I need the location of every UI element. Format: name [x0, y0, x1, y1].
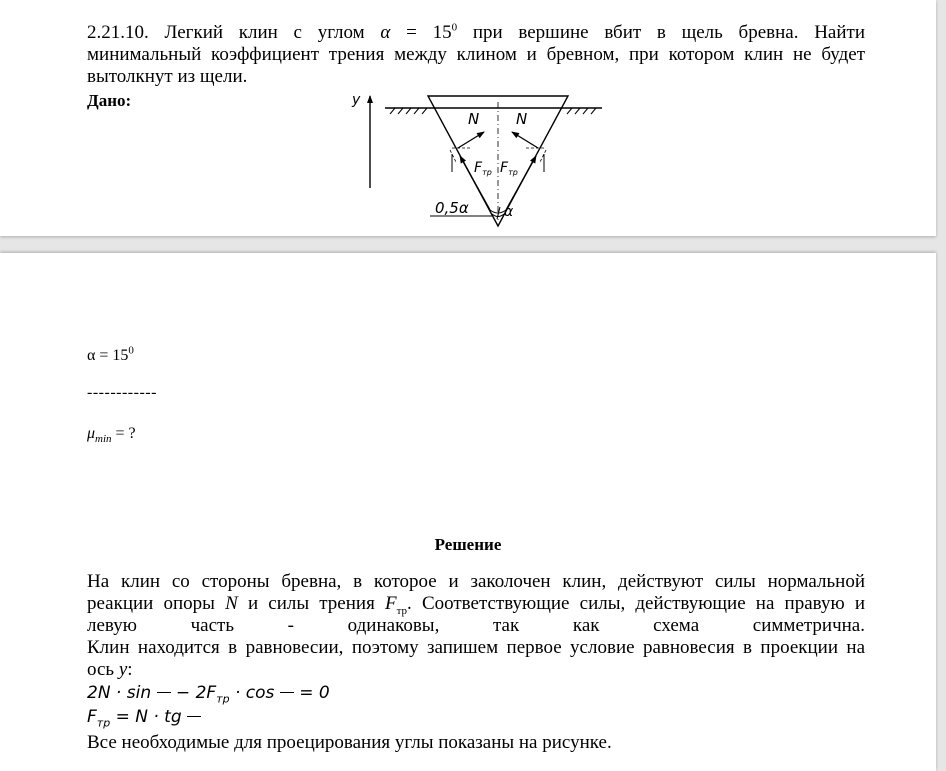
solution-line-4: Клин находится в равновесии, поэтому запишем первое условие равновесия в проекции на: [87, 637, 865, 658]
solution-line-6: Все необходимые для проецирования углы показаны на рисунке.: [87, 732, 612, 753]
solution-line-5: ось y:: [87, 659, 133, 680]
equation-1: $2N \cdot \sin - 2F_{тр} \cdot \cos = 0$: [87, 683, 330, 706]
friction-label-left: $F_{тр}$: [474, 160, 492, 177]
normal-force-right: [512, 132, 538, 148]
problem-line-1: 2.21.10. Легкий клин с углом $\alpha = 15^0$ при вершине вбит в щель бревна. Найти: [87, 21, 865, 43]
given-mu: $\mu_{min}$ = ?: [87, 425, 136, 446]
solution-line-2: реакции опоры N и силы трения $F_{тр}$. Соответствующие силы, действующие на правую и: [87, 593, 865, 617]
friction-force-right: [506, 156, 536, 210]
solution-line-1: На клин со стороны бревна, в которое и заколочен клин, действуют силы нормальной: [87, 571, 865, 592]
problem-line-3: вытолкнут из щели.: [87, 66, 248, 87]
problem-line-2: минимальный коэффициент трения между клином и бревном, при котором клин не будет: [87, 44, 865, 65]
given-separator: ------------: [87, 384, 157, 401]
normal-label-left: N: [468, 110, 480, 128]
normal-label-right: N: [516, 110, 528, 128]
friction-label-right: $F_{тр}$: [500, 160, 518, 177]
normal-force-left: [458, 132, 484, 148]
apex-angle-label: α: [504, 204, 514, 220]
given-alpha: $\alpha = 15^0$: [87, 344, 134, 364]
wedge-diagram: [340, 88, 620, 233]
solution-title: Решение: [434, 535, 502, 554]
y-axis-label: y: [352, 92, 361, 108]
solution-line-3: левую часть - одинаковы, так как схема симметрична.: [87, 615, 865, 636]
page-1: [0, 0, 936, 236]
half-angle-label: 0,5α: [435, 199, 469, 217]
page-2: [0, 253, 936, 771]
given-label: Дано:: [87, 91, 132, 110]
equation-2: $F_{тр} = N$ · tg: [87, 707, 201, 727]
